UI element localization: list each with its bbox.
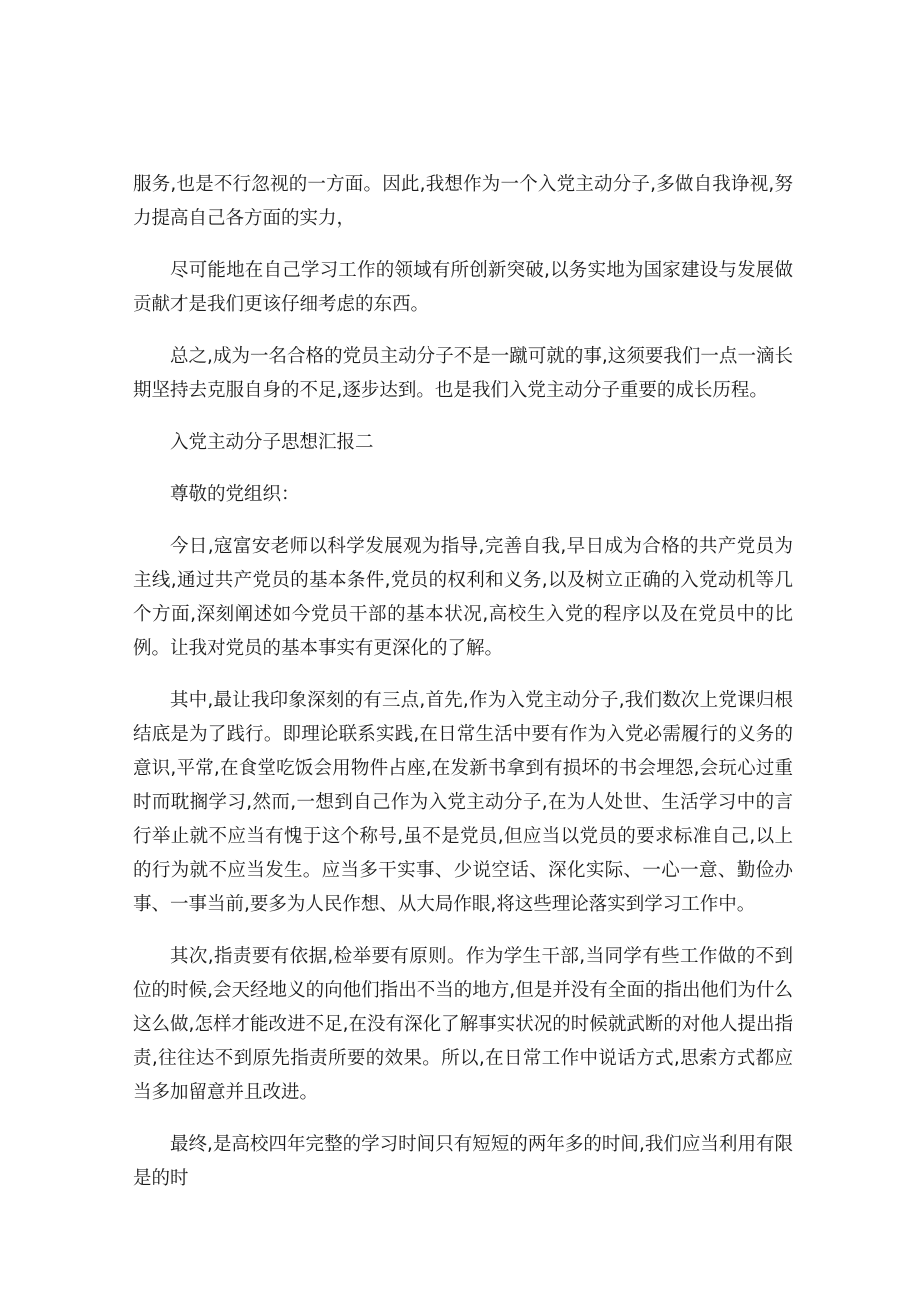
paragraph: 其中,最让我印象深刻的有三点,首先,作为入党主动分子,我们数次上党课归根结底是为了践行。即理论联系实践,在日常生活中要有作为入党必需履行的义务的意识,平常,在食堂吃饭会用物件占座,在发新书拿到有损坏的书会埋怨,会玩心过重时而耽搁学习,然而,一想到自己作为入党主动分子,在为人处世、生活学习中的言行举止就不应当有愧于这个称号,虽不是党员,但应当以党员的要求标准自己,以上的行为就不应当发生。应当多干实事、少说空话、深化实际、一心一意、勤俭办事、一事当前,要多为人民作想、从大局作眼,将这些理论落实到学习工作中。 [133,690,793,915]
paragraph: 总之,成为一名合格的党员主动分子不是一蹴可就的事,这须要我们一点一滴长期坚持去克服自身的不足,逐步达到。也是我们入党主动分子重要的成长历程。 [133,346,793,401]
paragraph: 最终,是高校四年完整的学习时间只有短短的两年多的时间,我们应当利用有限是的时 [133,1134,793,1189]
salutation: 尊敬的党组织： [170,484,300,505]
paragraph: 其次,指责要有依据,检举要有原则。作为学生干部,当同学有些工作做的不到位的时候,会天经地义的向他们指出不当的地方,但是并没有全面的指出他们为什么这么做,怎样才能改进不足,在没有深化了解事实状况的时候就武断的对他人提出指责,往往达不到原先指责所要的效果。所以,在日常工作中说话方式,思索方式都应当多加留意并且改进。 [133,946,793,1103]
paragraph: 尽可能地在自己学习工作的领域有所创新突破,以务实地为国家建设与发展做贡献才是我们更该仔细考虑的东西。 [133,260,793,315]
document-body [133,168,793,1214]
paragraph: 今日,寇富安老师以科学发展观为指导,完善自我,早日成为合格的共产党员为主线,通过共产党员的基本条件,党员的权利和义务,以及树立正确的入党动机等几个方面,深刻阐述如今党员干部的基本状况,高校生入党的程序以及在党员中的比例。让我对党员的基本事实有更深化的了解。 [133,536,793,659]
paragraph: 服务,也是不行忽视的一方面。因此,我想作为一个入党主动分子,多做自我诤视,努力提高自己各方面的实力， [133,174,793,229]
section-heading: 入党主动分子思想汇报二 [170,432,374,453]
